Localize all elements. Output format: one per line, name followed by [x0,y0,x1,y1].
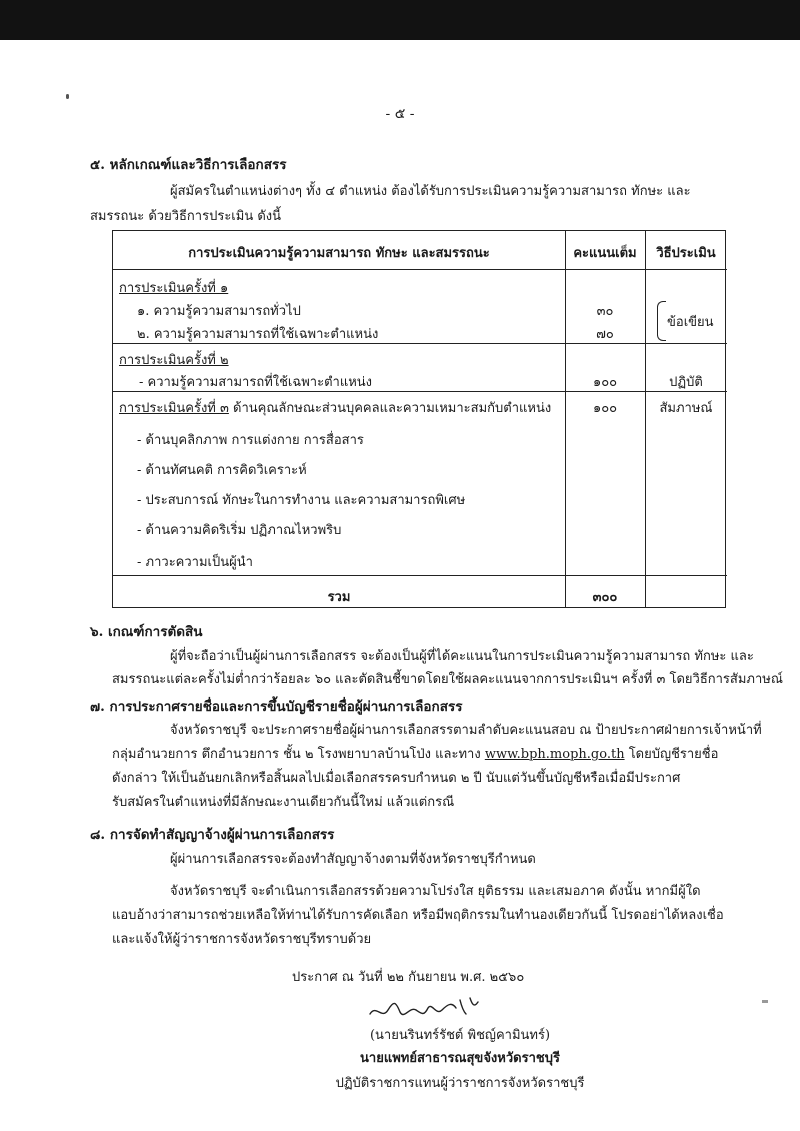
section7-line3: ดังกล่าว ให้เป็นอันยกเลิกหรือสิ้นผลไปเมื่อเลือกสรรครบกำหนด ๒ ปี นับแต่วันขึ้นบัญชีหรือเมื่อมีประกาศ [112,771,681,786]
round1-title: การประเมินครั้งที่ ๑ [119,281,229,296]
round3-item: - ด้านบุคลิกภาพ การแต่งกาย การสื่อสาร [137,433,364,448]
round1-item2: ๒. ความรู้ความสามารถที่ใช้เฉพาะตำแหน่ง [137,327,379,342]
header-method: วิธีประเมิน [656,246,716,261]
round2-score: ๑๐๐ [592,375,618,390]
round3-title-row [119,397,551,418]
section7-line4: รับสมัครในตำแหน่งที่มีลักษณะงานเดียวกันนี้ใหม่ แล้วแต่กรณี [112,795,455,810]
section8-para2-line1: จังหวัดราชบุรี จะดำเนินการเลือกสรรด้วยความโปร่งใส ยุติธรรม และเสมอภาค ดังนั้น หากมีผู้ใด [170,884,701,899]
total-score: ๓๐๐ [592,590,618,605]
round1-brace [657,301,666,341]
header-full-score: คะแนนเต็ม [573,246,637,261]
signer-title: นายแพทย์สาธารณสุขจังหวัดราชบุรี [360,1051,560,1066]
website-link[interactable]: www.bph.moph.go.th [484,747,625,762]
evaluation-table [112,230,726,608]
page-number: - ๕ - [385,106,415,122]
round1-method: ข้อเขียน [667,315,714,330]
section8-para2-line2: แอบอ้างว่าสามารถช่วยเหลือให้ท่านได้รับการคัดเลือก หรือมีพฤติกรรมในทำนองเดียวกันนี้ โปรดอย่าได้หลงเชื่อ [112,908,724,923]
round2-method: ปฏิบัติ [669,375,703,390]
announce-date: ประกาศ ณ วันที่ ๒๒ กันยายน พ.ศ. ๒๕๖๐ [292,970,525,985]
section7-line2-b: โดยบัญชีรายชื่อ [624,747,719,762]
round3-title-rest: ด้านคุณลักษณะส่วนบุคคลและความเหมาะสมกับตำแหน่ง [228,401,552,416]
section8-heading: ๘. การจัดทำสัญญาจ้างผู้ผ่านการเลือกสรร [90,827,335,843]
round3-item: - ภาวะความเป็นผู้นำ [137,555,253,570]
section7-heading: ๗. การประกาศรายชื่อและการขึ้นบัญชีรายชื่อผู้ผ่านการเลือกสรร [90,699,463,715]
round3-title: การประเมินครั้งที่ ๓ [119,401,229,416]
section7-line1: จังหวัดราชบุรี จะประกาศรายชื่อผู้ผ่านการเลือกสรรตามลำดับคะแนนสอบ ณ ป้ายประกาศฝ่ายการเจ้าหน้าที่ [170,723,762,738]
scan-speck [66,94,69,99]
scan-top-border [0,0,800,40]
round3-score: ๑๐๐ [592,401,618,416]
round3-item: - ประสบการณ์ ทักษะในการทำงาน และความสามารถพิเศษ [137,493,466,508]
section6-line1: ผู้ที่จะถือว่าเป็นผู้ผ่านการเลือกสรร จะต้องเป็นผู้ที่ได้คะแนนในการประเมินความรู้ความสามารถ ทักษะ และ [170,649,754,664]
signer-name: (นายนรินทร์รัชต์ พิชญ์คามินทร์) [369,1028,551,1043]
round1-item2-score: ๗๐ [596,327,614,342]
section7-line2 [112,743,718,764]
total-label: รวม [327,590,351,605]
round3-method: สัมภาษณ์ [659,401,713,416]
round1-item1: ๑. ความรู้ความสามารถทั่วไป [137,304,301,319]
section6-line2: สมรรถนะแต่ละครั้งไม่ต่ำกว่าร้อยละ ๖๐ และตัดสินชี้ขาดโดยใช้ผลคะแนนจากการประเมินฯ ครั้งที่ ๓ โดยวิธีการสัมภาษณ์ [112,672,783,687]
section8-line1: ผู้ผ่านการเลือกสรรจะต้องทำสัญญาจ้างตามที่จังหวัดราชบุรีกำหนด [170,852,536,867]
round2-title: การประเมินครั้งที่ ๒ [119,353,229,368]
section5-heading: ๕. หลักเกณฑ์และวิธีการเลือกสรร [90,157,287,173]
section7-line2-a: กลุ่มอำนวยการ ตึกอำนวยการ ชั้น ๒ โรงพยาบาลบ้านโป่ง และทาง [112,747,485,762]
round1-item1-score: ๓๐ [596,304,614,319]
header-criteria: การประเมินความรู้ความสามารถ ทักษะ และสมรรถนะ [188,246,490,261]
section6-heading: ๖. เกณฑ์การตัดสิน [90,624,203,640]
round2-item1: - ความรู้ความสามารถที่ใช้เฉพาะตำแหน่ง [139,375,373,390]
round3-item: - ด้านทัศนคติ การคิดวิเคราะห์ [137,463,307,478]
handwritten-signature-icon [366,990,486,1026]
scan-mark [762,1000,768,1003]
round3-item: - ด้านความคิดริเริ่ม ปฏิภาณไหวพริบ [137,523,342,538]
signer-acting: ปฏิบัติราชการแทนผู้ว่าราชการจังหวัดราชบุรี [335,1076,585,1091]
section5-intro-line1: ผู้สมัครในตำแหน่งต่างๆ ทั้ง ๔ ตำแหน่ง ต้องได้รับการประเมินความรู้ความสามารถ ทักษะ และ [170,184,691,199]
section8-para2-line3: และแจ้งให้ผู้ว่าราชการจังหวัดราชบุรีทราบด้วย [112,932,372,947]
section5-intro-line2: สมรรถนะ ด้วยวิธีการประเมิน ดังนี้ [90,209,282,224]
